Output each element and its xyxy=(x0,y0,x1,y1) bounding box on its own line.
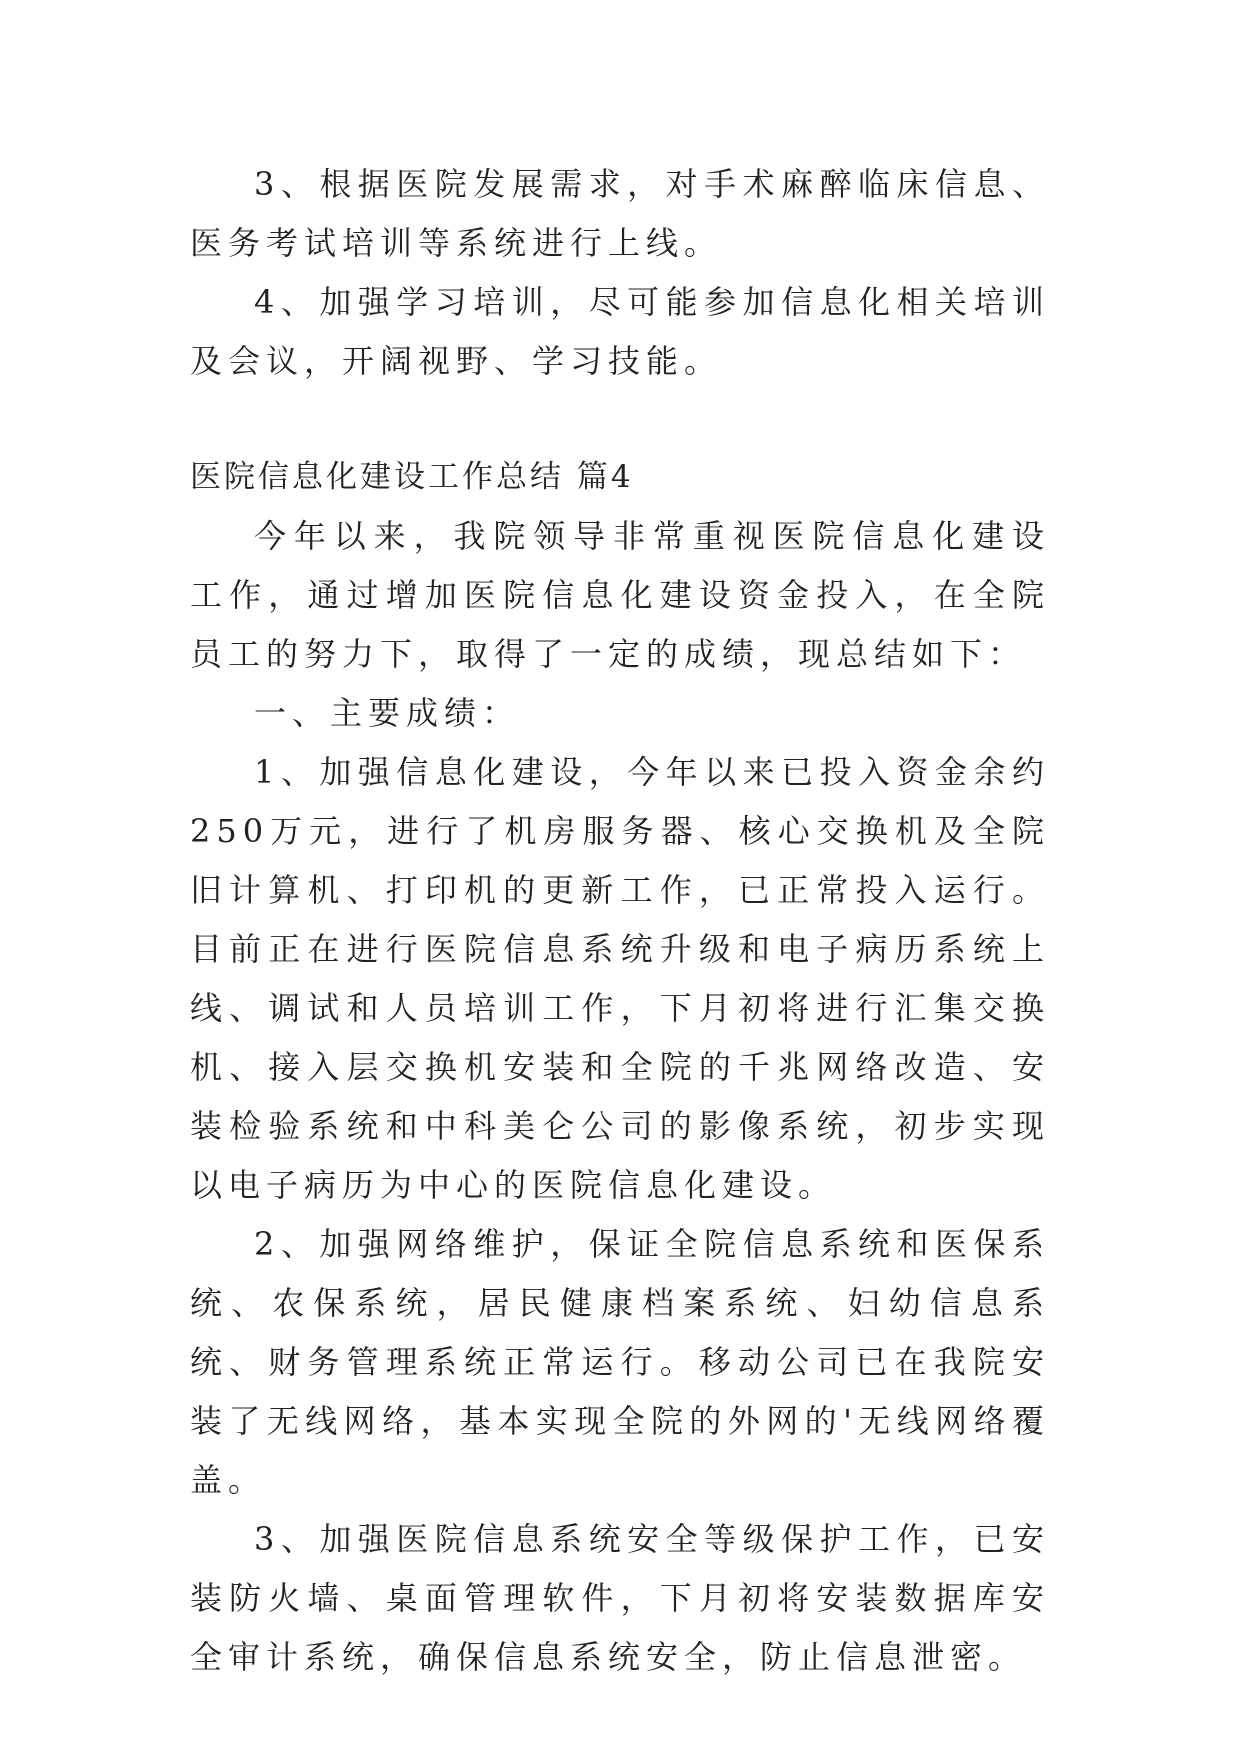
achievement-item-3: 3、加强医院信息系统安全等级保护工作，已安装防火墙、桌面管理软件，下月初将安装数据库安全审计系统，确保信息系统安全，防止信息泄密。 xyxy=(190,1520,1050,1676)
intro-paragraph: 今年以来，我院领导非常重视医院信息化建设工作，通过增加医院信息化建设资金投入，在全院员工的努力下，取得了一定的成绩，现总结如下： xyxy=(190,517,1050,673)
achievement-item-1: 1、加强信息化建设，今年以来已投入资金余约250万元，进行了机房服务器、核心交换机及全院旧计算机、打印机的更新工作，已正常投入运行。目前正在进行医院信息系统升级和电子病历系统上线、调试和人员培训工作，下月初将进行汇集交换机、接入层交换机安装和全院的千兆网络改造、安装检验系统和中科美仑公司的影像系统，初步实现以电子病历为中心的医院信息化建设。 xyxy=(190,753,1050,1204)
paragraph-item-3: 3、根据医院发展需求，对手术麻醉临床信息、医务考试培训等系统进行上线。 xyxy=(190,165,1050,262)
achievement-item-2: 2、加强网络维护，保证全院信息系统和医保系统、农保系统，居民健康档案系统、妇幼信息系统、财务管理系统正常运行。移动公司已在我院安装了无线网络，基本实现全院的外网的'无线网络覆盖。 xyxy=(190,1225,1050,1499)
section-title: 医院信息化建设工作总结 篇4 xyxy=(190,459,634,495)
paragraph-item-4: 4、加强学习培训，尽可能参加信息化相关培训及会议，开阔视野、学习技能。 xyxy=(190,283,1050,380)
document-body xyxy=(190,155,1050,1687)
subheading-main-achievements: 一、主要成绩： xyxy=(254,694,521,732)
